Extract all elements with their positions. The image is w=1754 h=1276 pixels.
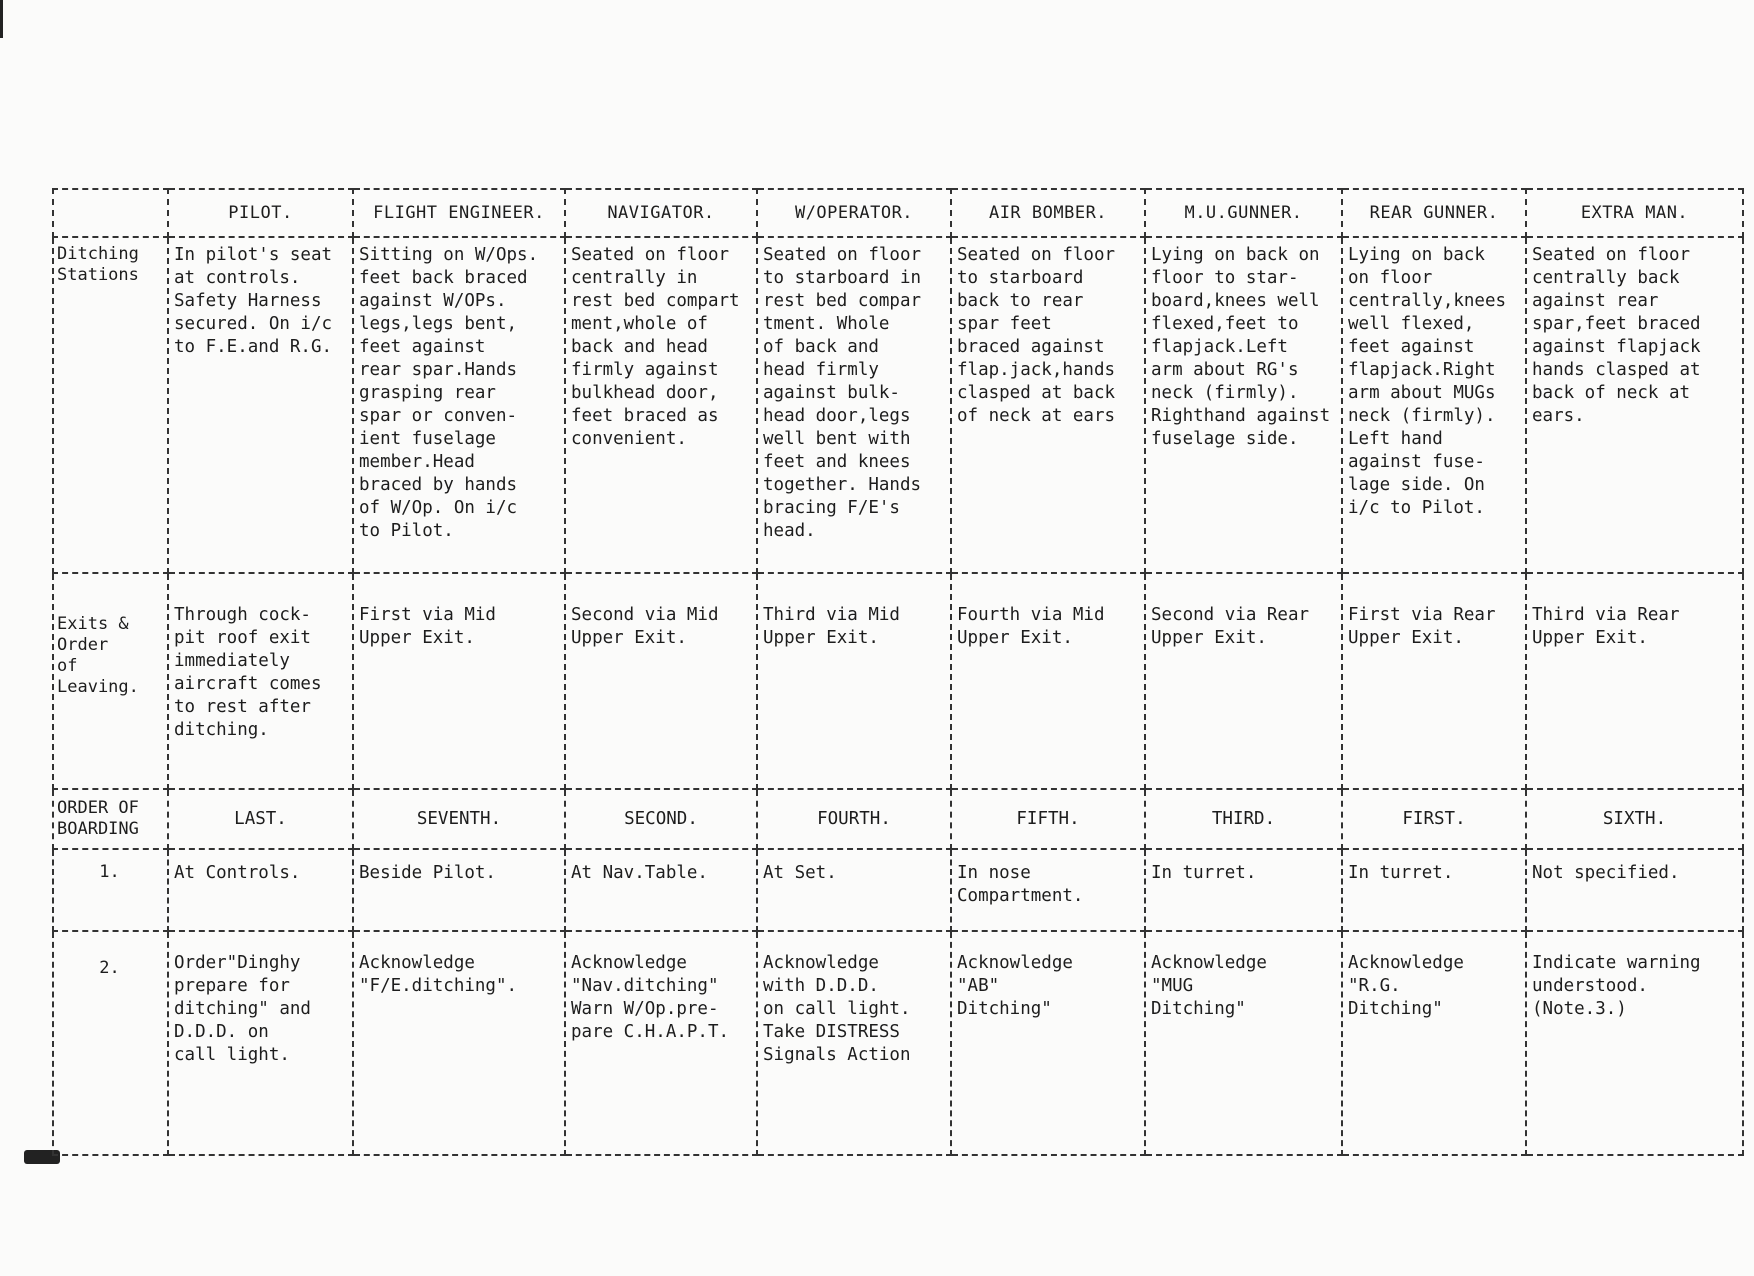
boarding-wireless-operator: FOURTH. bbox=[757, 789, 951, 849]
boarding-navigator: SECOND. bbox=[565, 789, 757, 849]
step-2-mu-gunner: Acknowledge "MUG Ditching" bbox=[1145, 931, 1342, 1155]
header-pilot: PILOT. bbox=[168, 189, 353, 237]
row-label-exits: Exits & Order of Leaving. bbox=[53, 573, 168, 789]
ditching-station-pilot: In pilot's seat at controls. Safety Harness secured. On i/c to F.E.and R.G. bbox=[168, 237, 353, 573]
step-2-pilot: Order"Dinghy prepare for ditching" and D.D.D. on call light. bbox=[168, 931, 353, 1155]
step-2-flight-engineer: Acknowledge "F/E.ditching". bbox=[353, 931, 565, 1155]
boarding-mu-gunner: THIRD. bbox=[1145, 789, 1342, 849]
step-1-row bbox=[53, 849, 1743, 931]
scan-edge-mark bbox=[0, 0, 3, 38]
ditching-station-mu-gunner: Lying on back on floor to star- board,knees well flexed,feet to flapjack.Left arm about RG's neck (firmly). Righthand against fuselage side. bbox=[1145, 237, 1342, 573]
header-flight-engineer: FLIGHT ENGINEER. bbox=[353, 189, 565, 237]
header-mu-gunner: M.U.GUNNER. bbox=[1145, 189, 1342, 237]
header-blank-cell bbox=[53, 189, 168, 237]
header-air-bomber: AIR BOMBER. bbox=[951, 189, 1145, 237]
ditching-station-flight-engineer: Sitting on W/Ops. feet back braced against W/OPs. legs,legs bent, feet against rear spar.Hands grasping rear spar or conven- ient fuselage member.Head braced by hands of W/Op. On i/c to Pilot. bbox=[353, 237, 565, 573]
boarding-air-bomber: FIFTH. bbox=[951, 789, 1145, 849]
boarding-rear-gunner: FIRST. bbox=[1342, 789, 1526, 849]
step-1-navigator: At Nav.Table. bbox=[565, 849, 757, 931]
step-1-wireless-operator: At Set. bbox=[757, 849, 951, 931]
step-1-mu-gunner: In turret. bbox=[1145, 849, 1342, 931]
ditching-station-wireless-operator: Seated on floor to starboard in rest bed compar tment. Whole of back and head firmly against bulk- head door,legs well bent with feet and knees together. Hands bracing F/E's head. bbox=[757, 237, 951, 573]
header-navigator: NAVIGATOR. bbox=[565, 189, 757, 237]
step-2-wireless-operator: Acknowledge with D.D.D. on call light. Take DISTRESS Signals Action bbox=[757, 931, 951, 1155]
ditching-station-rear-gunner: Lying on back on floor centrally,knees well flexed, feet against flapjack.Right arm about MUGs neck (firmly). Left hand against fuse- lage side. On i/c to Pilot. bbox=[1342, 237, 1526, 573]
order-of-boarding-row bbox=[53, 789, 1743, 849]
exit-extra-man: Third via Rear Upper Exit. bbox=[1526, 573, 1743, 789]
header-wireless-operator: W/OPERATOR. bbox=[757, 189, 951, 237]
row-label-ditching-stations: Ditching Stations bbox=[53, 237, 168, 573]
step-1-pilot: At Controls. bbox=[168, 849, 353, 931]
exit-mu-gunner: Second via Rear Upper Exit. bbox=[1145, 573, 1342, 789]
step-1-flight-engineer: Beside Pilot. bbox=[353, 849, 565, 931]
step-1-rear-gunner: In turret. bbox=[1342, 849, 1526, 931]
step-1-air-bomber: In nose Compartment. bbox=[951, 849, 1145, 931]
header-row bbox=[53, 189, 1743, 237]
ditching-station-air-bomber: Seated on floor to starboard back to rear spar feet braced against flap.jack,hands clasped at back of neck at ears bbox=[951, 237, 1145, 573]
step-2-air-bomber: Acknowledge "AB" Ditching" bbox=[951, 931, 1145, 1155]
header-extra-man: EXTRA MAN. bbox=[1526, 189, 1743, 237]
step-1-extra-man: Not specified. bbox=[1526, 849, 1743, 931]
ditching-station-navigator: Seated on floor centrally in rest bed compart ment,whole of back and head firmly against bulkhead door, feet braced as convenient. bbox=[565, 237, 757, 573]
header-rear-gunner: REAR GUNNER. bbox=[1342, 189, 1526, 237]
ditching-station-extra-man: Seated on floor centrally back against rear spar,feet braced against flapjack hands clasped at back of neck at ears. bbox=[1526, 237, 1743, 573]
row-label-order-of-boarding: ORDER OF BOARDING bbox=[53, 789, 168, 849]
boarding-flight-engineer: SEVENTH. bbox=[353, 789, 565, 849]
boarding-pilot: LAST. bbox=[168, 789, 353, 849]
step-2-extra-man: Indicate warning understood. (Note.3.) bbox=[1526, 931, 1743, 1155]
boarding-extra-man: SIXTH. bbox=[1526, 789, 1743, 849]
exits-row bbox=[53, 573, 1743, 789]
exit-rear-gunner: First via Rear Upper Exit. bbox=[1342, 573, 1526, 789]
exit-navigator: Second via Mid Upper Exit. bbox=[565, 573, 757, 789]
step-2-row bbox=[53, 931, 1743, 1155]
exit-pilot: Through cock- pit roof exit immediately aircraft comes to rest after ditching. bbox=[168, 573, 353, 789]
ditching-stations-row bbox=[53, 237, 1743, 573]
exit-flight-engineer: First via Mid Upper Exit. bbox=[353, 573, 565, 789]
step-2-rear-gunner: Acknowledge "R.G. Ditching" bbox=[1342, 931, 1526, 1155]
row-label-step-1: 1. bbox=[53, 849, 168, 931]
step-2-navigator: Acknowledge "Nav.ditching" Warn W/Op.pre- pare C.H.A.P.T. bbox=[565, 931, 757, 1155]
exit-wireless-operator: Third via Mid Upper Exit. bbox=[757, 573, 951, 789]
ditching-table bbox=[52, 188, 1744, 1156]
row-label-step-2: 2. bbox=[53, 931, 168, 1155]
exit-air-bomber: Fourth via Mid Upper Exit. bbox=[951, 573, 1145, 789]
